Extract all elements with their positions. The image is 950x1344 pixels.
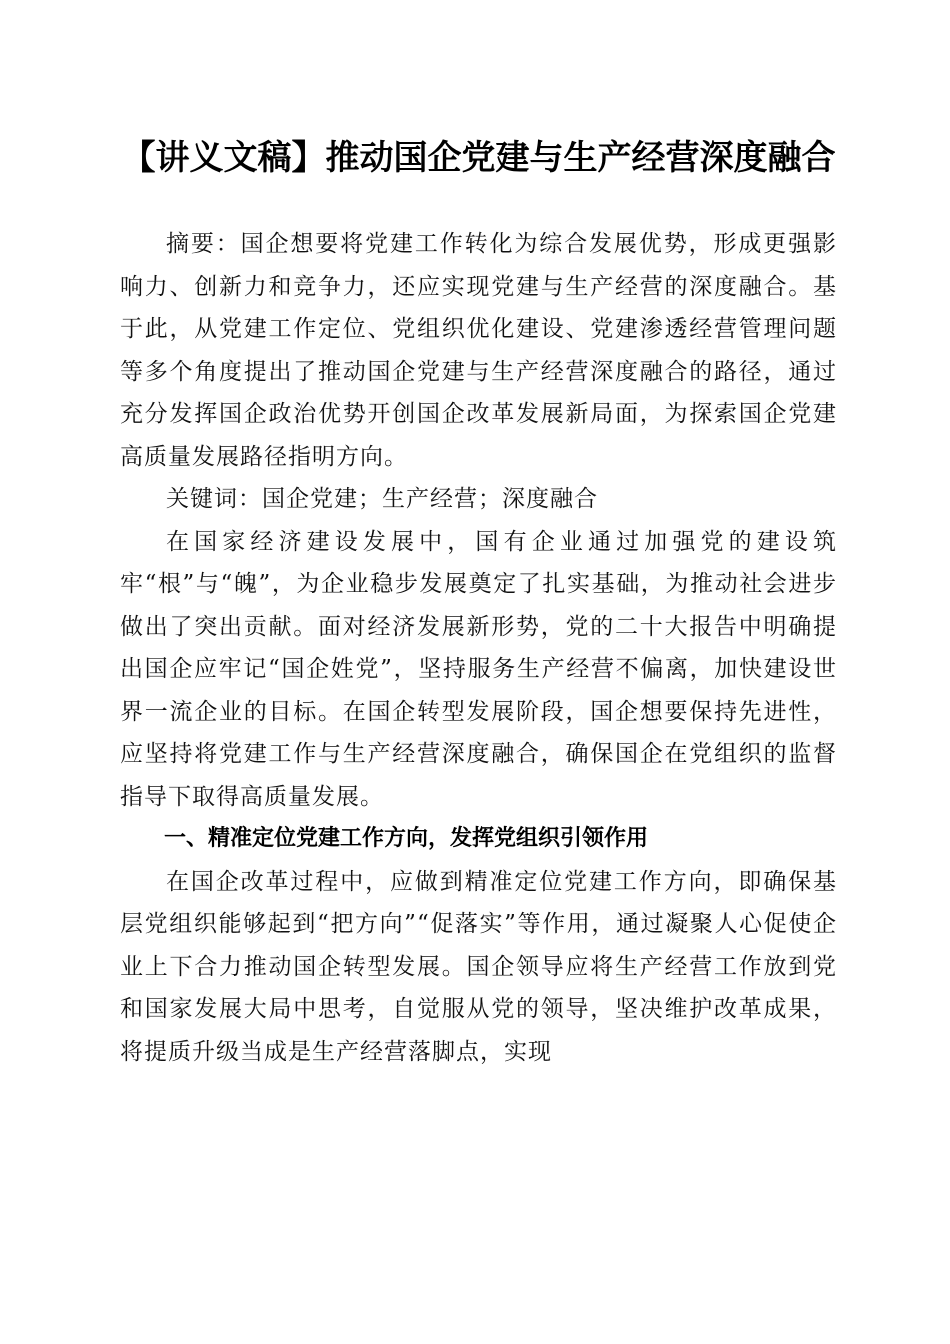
abstract-paragraph: 摘要：国企想要将党建工作转化为综合发展优势，形成更强影响力、创新力和竞争力，还应实现党建与生产经营的深度融合。基于此，从党建工作定位、党组织优化建设、党建渗透经营管理问题等多个角度提出了推动国企党建与生产经营深度融合的路径，通过充分发挥国企政治优势开创国企改革发展新局面，为探索国企党建高质量发展路径指明方向。 — [120, 231, 837, 470]
keywords-paragraph: 关键词：国企党建；生产经营；深度融合 — [166, 486, 598, 512]
intro-paragraph: 在国家经济建设发展中，国有企业通过加强党的建设筑牢“根”与“魄”，为企业稳步发展奠定了扎实基础，为推动社会进步做出了突出贡献。面对经济发展新形势，党的二十大报告中明确提出国企应牢记“国企姓党”，坚持服务生产经营不偏离，加快建设世界一流企业的目标。在国企转型发展阶段，国企想要保持先进性，应坚持将党建工作与生产经营深度融合，确保国企在党组织的监督指导下取得高质量发展。 — [120, 528, 837, 810]
section-paragraph: 在国企改革过程中，应做到精准定位党建工作方向，即确保基层党组织能够起到“把方向”“促落实”等作用，通过凝聚人心促使企业上下合力推动国企转型发展。国企领导应将生产经营工作放到党和国家发展大局中思考，自觉服从党的领导，坚决维护改革成果，将提质升级当成是生产经营落脚点，实现 — [120, 868, 837, 1065]
section-heading: 一、精准定位党建工作方向，发挥党组织引领作用 — [164, 826, 649, 851]
document-page — [120, 133, 837, 1073]
document-body — [120, 223, 837, 1073]
document-title: 【讲义文稿】推动国企党建与生产经营深度融合 — [121, 138, 836, 178]
